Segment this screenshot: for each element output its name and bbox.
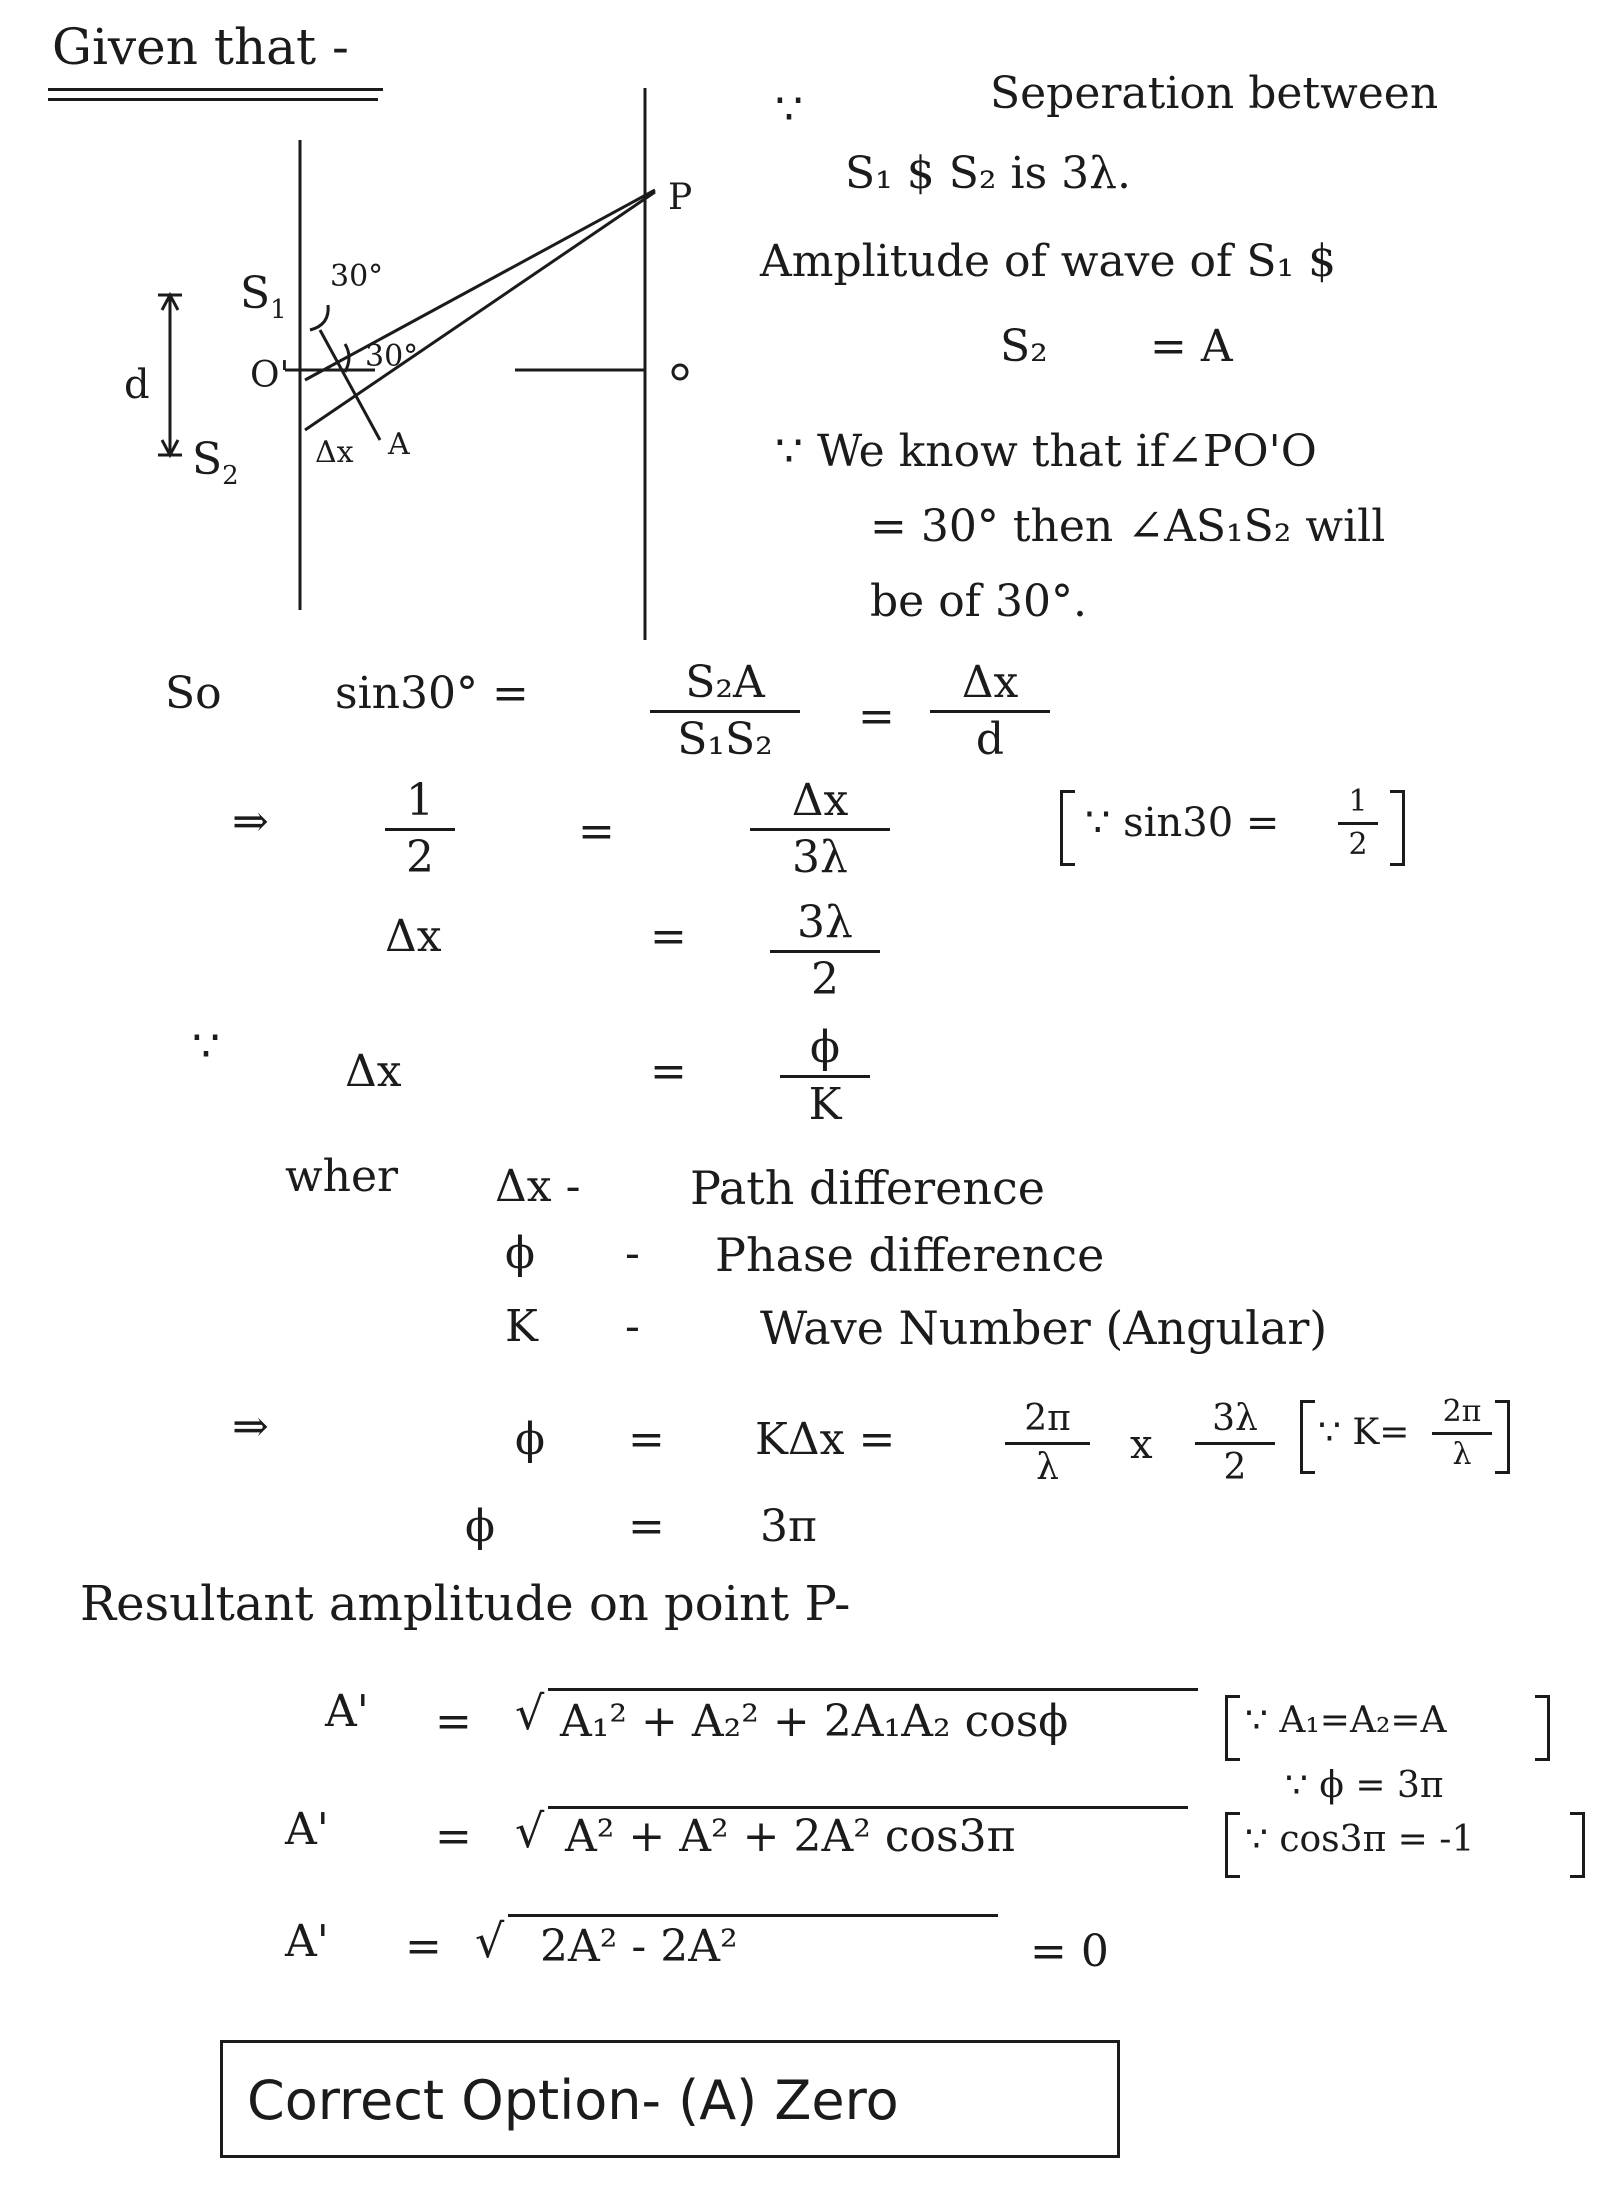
label-a: A bbox=[388, 427, 410, 462]
double-slit-diagram bbox=[140, 80, 760, 650]
sqrt-bar bbox=[508, 1914, 998, 1917]
because-symbol: ∵ bbox=[775, 84, 803, 135]
because-symbol: ∵ bbox=[192, 1021, 220, 1072]
bracket-right bbox=[1570, 1812, 1585, 1878]
definition-wave-number: Wave Number (Angular) bbox=[760, 1301, 1328, 1355]
label-s2: $S_2$ bbox=[192, 434, 239, 491]
sqrt-symbol: √ bbox=[475, 1914, 505, 1968]
fraction-dx-3lambda: Δx 3λ bbox=[750, 778, 890, 881]
label-s1: $S_1$ bbox=[240, 268, 287, 325]
label-o-prime: O' bbox=[250, 355, 290, 396]
equals-sign: = bbox=[650, 911, 687, 962]
resultant-formula-3: 2A² - 2A² bbox=[540, 1921, 738, 1972]
fraction-3lambda-2: 3λ 2 bbox=[770, 900, 880, 1003]
definition-k-symbol: K bbox=[505, 1301, 538, 1352]
ray-s2-to-p bbox=[305, 192, 655, 430]
note-cos: ∵ cos3π = -1 bbox=[1245, 1819, 1475, 1860]
phi-label: ϕ bbox=[515, 1414, 545, 1465]
sqrt-bar bbox=[548, 1806, 1188, 1809]
definition-path-difference: Path difference bbox=[690, 1161, 1045, 1215]
equals-sign: = bbox=[578, 806, 615, 857]
k-delta-x: KΔx = bbox=[755, 1414, 896, 1465]
three-pi: 3π bbox=[760, 1501, 817, 1552]
equals-sign: = bbox=[435, 1696, 472, 1747]
equals-sign: = bbox=[858, 691, 895, 742]
implies-symbol: ⇒ bbox=[232, 796, 269, 847]
amplitude-line-2a: S₂ bbox=[1000, 321, 1048, 372]
phi-label: ϕ bbox=[465, 1501, 495, 1552]
equals-sign: = bbox=[405, 1921, 442, 1972]
resultant-formula-2: A² + A² + 2A² cos3π bbox=[565, 1811, 1016, 1862]
times-sign: x bbox=[1130, 1422, 1153, 1468]
bracket-left bbox=[1060, 790, 1075, 866]
bracket-right bbox=[1495, 1400, 1510, 1474]
amplitude-line-2b: = A bbox=[1150, 321, 1233, 372]
separation-line-2: S₁ $ S₂ is 3λ. bbox=[845, 148, 1132, 199]
fraction-s2a-s1s2: S₂A S₁S₂ bbox=[650, 660, 800, 763]
note-k-fraction: 2π λ bbox=[1432, 1396, 1492, 1470]
sqrt-bar bbox=[548, 1688, 1198, 1691]
angle-arc-top bbox=[310, 305, 328, 330]
know-line-3: be of 30°. bbox=[870, 576, 1087, 627]
resultant-formula-1: A₁² + A₂² + 2A₁A₂ cosϕ bbox=[560, 1696, 1069, 1747]
equals-sign: = bbox=[628, 1414, 665, 1465]
fraction-dx-d: Δx d bbox=[930, 660, 1050, 763]
sqrt-symbol: √ bbox=[515, 1686, 545, 1740]
sin30-label: sin30° = bbox=[335, 668, 529, 719]
resultant-result: = 0 bbox=[1030, 1926, 1109, 1977]
definition-dx-symbol: Δx - bbox=[495, 1161, 581, 1212]
fraction-half: 1 2 bbox=[385, 778, 455, 881]
a-prime-label: A' bbox=[325, 1686, 369, 1737]
answer-text: Correct Option- (A) Zero bbox=[247, 2069, 899, 2132]
a-prime-label: A' bbox=[285, 1804, 329, 1855]
definition-phase-difference: Phase difference bbox=[715, 1228, 1105, 1282]
label-dx: Δx bbox=[315, 435, 354, 470]
label-angle-top: 30° bbox=[330, 259, 384, 294]
equals-sign: = bbox=[435, 1811, 472, 1862]
fraction-2pi-lambda: 2π λ bbox=[1005, 1400, 1090, 1487]
separation-line-1: Seperation between bbox=[990, 68, 1439, 119]
know-line-1: ∵ We know that if∠PO'O bbox=[775, 426, 1317, 477]
resultant-heading: Resultant amplitude on point P- bbox=[80, 1576, 851, 1632]
implies-symbol: ⇒ bbox=[232, 1401, 269, 1452]
point-o-marker bbox=[673, 365, 687, 379]
sqrt-symbol: √ bbox=[515, 1804, 545, 1858]
know-line-2: = 30° then ∠AS₁S₂ will bbox=[870, 501, 1386, 552]
bracket-left bbox=[1300, 1400, 1315, 1474]
label-angle-mid: 30° bbox=[365, 339, 419, 374]
definition-dash: - bbox=[625, 1228, 640, 1279]
note-sin30-fraction: 1 2 bbox=[1338, 786, 1378, 860]
a-prime-label: A' bbox=[285, 1916, 329, 1967]
so-label: So bbox=[165, 668, 222, 719]
label-d: d bbox=[124, 362, 150, 408]
dx-label: Δx bbox=[345, 1046, 402, 1097]
page-title: Given that - bbox=[52, 18, 349, 76]
definition-dash: - bbox=[625, 1301, 640, 1352]
note-amplitudes: ∵ A₁=A₂=A bbox=[1245, 1700, 1447, 1741]
bracket-left bbox=[1225, 1695, 1240, 1761]
note-sin30: ∵ sin30 = bbox=[1085, 800, 1280, 846]
label-p: P bbox=[668, 177, 693, 218]
equals-sign: = bbox=[628, 1501, 665, 1552]
amplitude-line-1: Amplitude of wave of S₁ $ bbox=[760, 236, 1337, 287]
fraction-phi-k: ϕ K bbox=[780, 1025, 870, 1128]
where-label: wher bbox=[285, 1151, 399, 1202]
note-k: ∵ K= bbox=[1318, 1412, 1410, 1453]
note-phase: ∵ ϕ = 3π bbox=[1285, 1765, 1444, 1806]
dx-label: Δx bbox=[385, 911, 442, 962]
bracket-right bbox=[1535, 1695, 1550, 1761]
definition-phi-symbol: ϕ bbox=[505, 1228, 535, 1279]
answer-box bbox=[220, 2040, 1120, 2158]
bracket-right bbox=[1390, 790, 1405, 866]
bracket-left bbox=[1225, 1812, 1240, 1878]
fraction-3lambda-2: 3λ 2 bbox=[1195, 1400, 1275, 1487]
equals-sign: = bbox=[650, 1046, 687, 1097]
